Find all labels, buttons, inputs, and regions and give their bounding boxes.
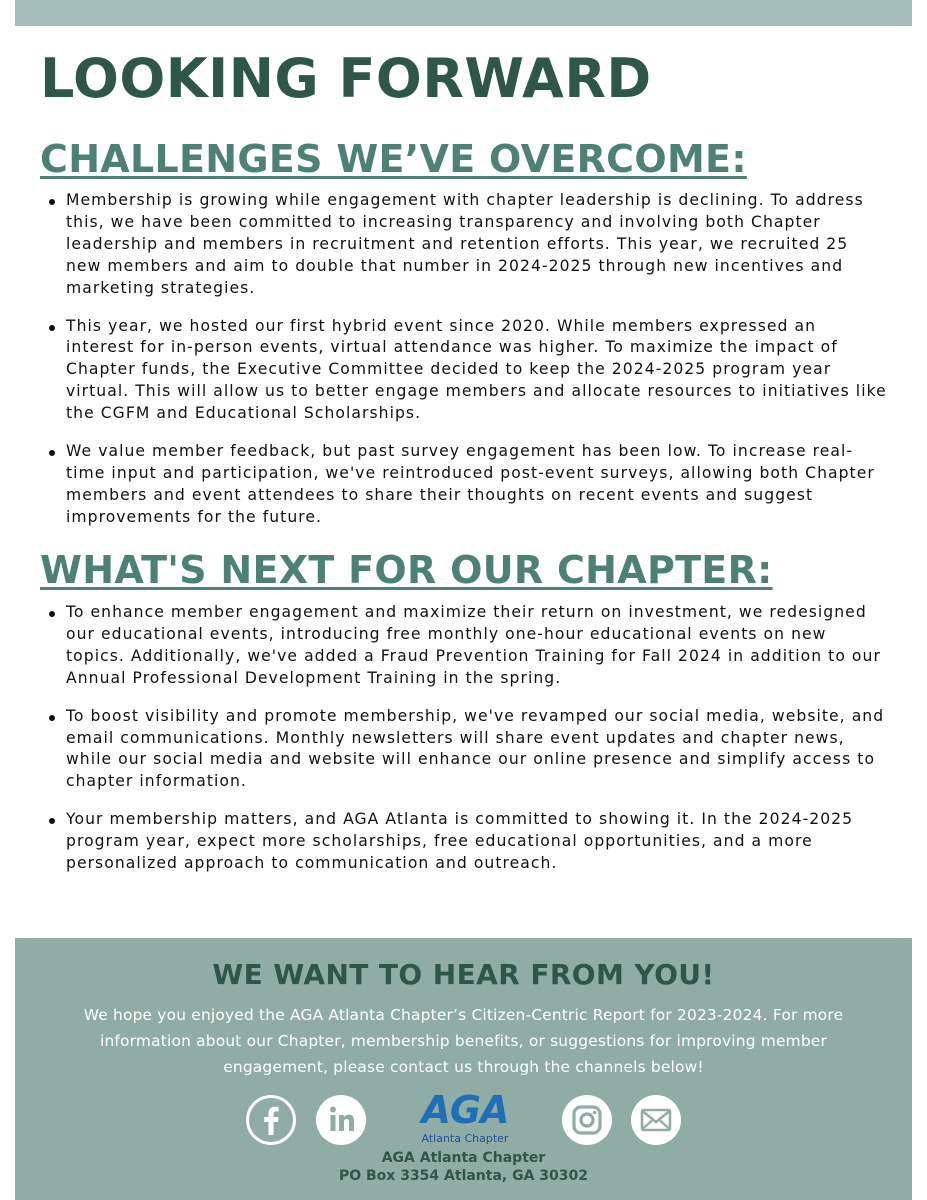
logo-subtitle: Atlanta Chapter [421,1132,509,1145]
linkedin-icon[interactable] [316,1095,366,1145]
top-band [15,0,912,26]
contact-heading: WE WANT TO HEAR FROM YOU! [212,958,715,991]
address-name: AGA Atlanta Chapter [381,1150,546,1166]
logo-wordmark: AGA [421,1088,509,1132]
whats-next-list [48,602,888,891]
page-title: LOOKING FORWARD [40,47,652,110]
challenge-item: Membership is growing while engagement with chapter leadership is declining. To address this, we have been committed to increasing transparency and involving both Chapter leadership and members in recruitment and retention efforts. This year, we recruited 25 new members and aim to double that number in 2024-2025 through new incentives and marketing strategies. [48,190,888,300]
next-item: To boost visibility and promote membership, we've revamped our social media, website, and email communications. Monthly newsletters will share event updates and chapter news, while our social media and website will enhance our online presence and simplify access to chapter information. [48,706,888,794]
email-icon[interactable] [631,1095,681,1145]
challenge-item: This year, we hosted our first hybrid event since 2020. While members expressed an interest for in-person events, virtual attendance was higher. To maximize the impact of Chapter funds, the Executive Committee decided to keep the 2024-2025 program year virtual. This will allow us to better engage members and allocate resources to initiatives like the CGFM and Educational Scholarships. [48,316,888,426]
next-item: To enhance member engagement and maximize their return on investment, we redesigned our educational events, introducing free monthly one-hour educational events on new topics. Additionally, we've added a Fraud Prevention Training for Fall 2024 in addition to our Annual Professional Development Training in the spring. [48,602,888,690]
whats-next-heading: WHAT'S NEXT FOR OUR CHAPTER: [40,548,773,592]
challenge-item: We value member feedback, but past survey engagement has been low. To increase real-time input and participation, we've reintroduced post-event surveys, allowing both Chapter members and event attendees to share their thoughts on recent events and suggest improvements for the future. [48,441,888,529]
challenges-list [48,190,888,545]
facebook-icon[interactable] [246,1095,296,1145]
challenges-heading: CHALLENGES WE’VE OVERCOME: [40,137,747,181]
next-item: Your membership matters, and AGA Atlanta is committed to showing it. In the 2024-2025 program year, expect more scholarships, free educational opportunities, and a more personalized approach to communication and outreach. [48,809,888,875]
instagram-icon[interactable] [562,1095,612,1145]
contact-text: We hope you enjoyed the AGA Atlanta Chapter’s Citizen-Centric Report for 2023-2024. For more information about our Chapter, membership benefits, or suggestions for improving member engagement, please contact us through the channels below! [83,1006,844,1076]
aga-atlanta-logo [405,1090,525,1146]
address-line: PO Box 3354 Atlanta, GA 30302 [338,1168,589,1184]
